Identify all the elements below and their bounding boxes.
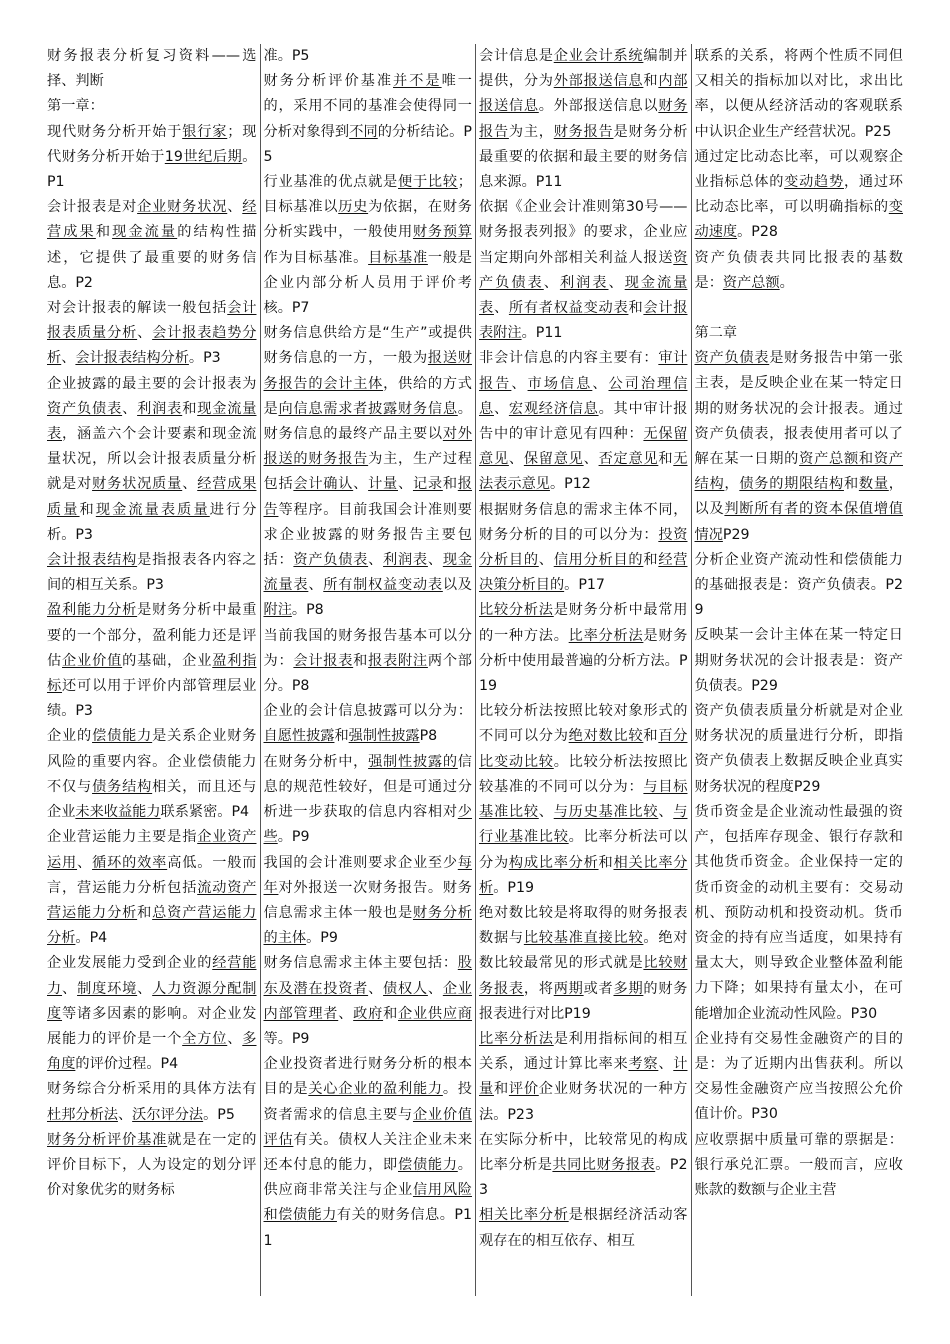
underlined-term: 比较分析法 xyxy=(479,602,554,619)
paragraph: 对会计报表的解读一般包括会计报表质量分析、会计报表趋势分析、会计报表结构分析。P3 xyxy=(47,300,257,367)
underlined-term: 宏观经济信息 xyxy=(508,400,599,417)
paragraph: 财务分析评价基准并不是唯一的，采用不同的基准会使得同一分析对象得到不同的分析结论。P5 xyxy=(263,73,472,165)
text-column-3 xyxy=(475,44,691,1296)
underlined-term: 债务结构 xyxy=(92,778,153,795)
underlined-term: 市场信息 xyxy=(527,375,593,392)
underlined-term: 多角度 xyxy=(47,1030,257,1073)
paragraph: 企业投资者进行财务分析的根本目的是关心企业的盈利能力。投资者需求的信息主要与企业价值评估有关。债权人关注企业未来还本付息的能力，即偿债能力。供应商非常关注与企业信用风险和偿债能力有关的财务信息。P11 xyxy=(263,1056,472,1249)
underlined-term: 记录 xyxy=(412,476,443,493)
paragraph: 企业的会计信息披露可以分为：自愿性披露和强制性披露P8 xyxy=(263,703,472,745)
underlined-term: 利润表 xyxy=(137,400,183,417)
underlined-term: 经营能力 xyxy=(47,955,257,997)
paragraph: 应收票据中质量可靠的票据是：银行承兑汇票。一般而言，应收账款的数额与企业主营 xyxy=(694,1131,903,1198)
underlined-term: 全方位 xyxy=(182,1030,228,1047)
underlined-term: 资产总额 xyxy=(722,274,780,291)
underlined-term: 不同 xyxy=(349,123,378,140)
underlined-term: 向信息需求者披露财务信息 xyxy=(278,400,458,417)
paragraph: 企业披露的最主要的会计报表为资产负债表、利润表和现金流量表，涵盖六个会计要素和现金流量状况，所以会计报表质量分析就是对财务状况质量、经营成果质量和现金流量表质量进行分析。P3 xyxy=(47,375,257,543)
underlined-term: 流动资产营运能力分析 xyxy=(47,879,257,921)
underlined-term: 绝对数比较 xyxy=(568,728,644,745)
underlined-term: 评价 xyxy=(508,1081,539,1098)
paragraph: 会计信息是企业会计系统编制并提供，分为外部报送信息和内部报送信息。外部报送信息以财务报告为主，财务报告是财务分析最重要的依据和最主要的财务信息来源。P11 xyxy=(479,48,688,191)
underlined-term: 数量 xyxy=(858,476,889,493)
underlined-term: 保留意见 xyxy=(523,451,584,468)
underlined-term: 企业价值评估 xyxy=(263,1106,472,1148)
underlined-term: 外部报送信息 xyxy=(553,73,644,90)
underlined-term: 资产负债表 xyxy=(293,552,369,569)
underlined-term: 企业资产运用 xyxy=(47,829,257,871)
paragraph: 会计报表是对企业财务状况、经营成果和现金流量的结构性描述，它提供了最重要的财务信息。P2 xyxy=(47,199,257,291)
underlined-term: 股东及潜在投资者 xyxy=(263,955,472,997)
paragraph: 企业营运能力主要是指企业资产运用、循环的效率高低。一般而言，营运能力分析包括流动资产营运能力分析和总资产营运能力分析。P4 xyxy=(47,829,257,947)
underlined-term: 无法表示意见 xyxy=(479,451,688,493)
underlined-term: 比率分析法 xyxy=(568,627,644,644)
underlined-term: 企业供应商 xyxy=(398,1005,472,1022)
underlined-term: 会计报表结构 xyxy=(47,552,138,569)
underlined-term: 人力资源分配制度 xyxy=(47,980,257,1022)
underlined-term: 目标基准 xyxy=(368,249,428,266)
paragraph: 在实际分析中，比较常见的构成比率分析是共同比财务报表。P23 xyxy=(479,1131,688,1199)
paragraph: 根据财务信息的需求主体不同，财务分析的目的可以分为：投资分析目的、信用分析目的和经营决策分析目的。P17 xyxy=(479,501,688,594)
underlined-term: 债务的期限结构 xyxy=(739,476,844,493)
paragraph: 反映某一会计主体在某一特定日期财务状况的会计报表是：资产负债表。P29 xyxy=(694,627,903,694)
underlined-term: 历史 xyxy=(338,199,369,216)
underlined-term: 沃尔评分法 xyxy=(132,1106,204,1123)
underlined-term: 与历史基准比较 xyxy=(553,804,659,821)
underlined-term: 未来收益能力 xyxy=(75,804,161,821)
underlined-term: 会计报表附注 xyxy=(479,300,688,342)
text-column-2 xyxy=(260,44,476,1296)
underlined-term: 经营成果 xyxy=(47,199,257,241)
underlined-term: 便于比较 xyxy=(398,174,458,191)
underlined-term: 利润表 xyxy=(383,552,428,569)
underlined-term: 对外报送的财务报告 xyxy=(263,426,472,468)
underlined-term: 财务报告 xyxy=(479,98,688,140)
underlined-term: 关心企业的盈利能力 xyxy=(308,1081,443,1098)
underlined-term: 债权人 xyxy=(383,980,428,997)
underlined-term: 会计确认 xyxy=(293,476,354,493)
underlined-term: 比率分析法 xyxy=(479,1030,554,1047)
underlined-term: 利润表 xyxy=(559,274,609,291)
paragraph: 准。P5 xyxy=(263,48,310,64)
paragraph xyxy=(695,296,904,321)
underlined-term: 两期 xyxy=(553,980,584,997)
underlined-term: 比较财务报表 xyxy=(479,955,688,997)
document-page xyxy=(44,44,906,1296)
underlined-term: 资产负债表 xyxy=(479,249,688,291)
underlined-term: 百分比变动比较 xyxy=(479,728,688,770)
underlined-term: 无保留意见 xyxy=(479,426,688,468)
paragraph: 财务信息供给方是“生产”或提供财务信息的一方，一般为报送财务报告的会计主体，供给的方式是向信息需求者披露财务信息。财务信息的最终产品主要以对外报送的财务报告为主，生产过程包括会计确认、计量、记录和报告等程序。目前我国会计准则要求企业披露的财务报告主要包括：资产负债表、利润表、现金流量表、所有制权益变动表以及附注。P8 xyxy=(263,325,472,619)
underlined-term: 并不是 xyxy=(393,73,442,90)
paragraph: 通过定比动态比率，可以观察企业指标总体的变动趋势，通过环比动态比率，可以明确指标的变动速度。P28 xyxy=(694,148,903,241)
text-column-1 xyxy=(44,44,260,1296)
underlined-term: 多期 xyxy=(613,980,644,997)
paragraph: 非会计信息的内容主要有：审计报告、市场信息、公司治理信息、宏观经济信息。其中审计报告中的审计意见有四种：无保留意见、保留意见、否定意见和无法表示意见。P12 xyxy=(479,350,688,493)
paragraph: 行业基准的优点就是便于比较；目标基准以历史为依据，在财务分析实践中，一般使用财务预算作为目标基准。目标基准一般是企业内部分析人员用于评价考核。P7 xyxy=(263,174,472,317)
underlined-term: 杜邦分析法 xyxy=(47,1106,118,1123)
underlined-term: 企业财务状况 xyxy=(137,199,228,216)
underlined-term: 报表附注 xyxy=(368,652,428,669)
underlined-term: 现金流量表 xyxy=(47,400,257,443)
underlined-term: 与行业基准比较 xyxy=(479,804,688,846)
paragraph: 资产负债表质量分析就是对企业财务状况的质量进行分析，即指资产负债表上数据反映企业真实财务状况的程度P29 xyxy=(694,703,903,795)
underlined-term: 偿债能力 xyxy=(92,728,153,745)
underlined-term: 企业内部管理者 xyxy=(263,980,472,1022)
paragraph: 财务报表分析复习资料——选择、判断 xyxy=(47,48,257,90)
underlined-term: 审计报告 xyxy=(479,350,688,392)
underlined-term: 现金流量表 xyxy=(263,552,472,594)
underlined-term: 少些 xyxy=(263,804,472,846)
paragraph: 现代财务分析开始于银行家；现代财务分析开始于19世纪后期。P1 xyxy=(47,123,257,191)
underlined-term: 资产总额和资产结构 xyxy=(694,451,903,493)
underlined-term: 报告 xyxy=(263,476,472,518)
underlined-term: 资产负债表 xyxy=(47,400,123,417)
underlined-term: 与目标基准比较 xyxy=(479,778,688,821)
underlined-term: 强制性披露 xyxy=(348,728,420,745)
underlined-term: 制度环境 xyxy=(77,980,138,997)
underlined-term: 相关比率分析 xyxy=(479,854,688,896)
underlined-term: 盈利能力分析 xyxy=(47,602,138,619)
underlined-term: 盈利指标 xyxy=(47,652,257,695)
underlined-term: 偿债能力 xyxy=(398,1156,458,1173)
underlined-term: 计量 xyxy=(479,1056,688,1098)
underlined-term: 19世纪后期 xyxy=(164,148,243,165)
underlined-term: 银行家 xyxy=(182,123,228,140)
underlined-term: 财务分析评价基准 xyxy=(47,1131,168,1148)
underlined-term: 会计报表趋势分析 xyxy=(47,325,257,367)
underlined-term: 所有制权益变动表 xyxy=(323,577,443,594)
underlined-term: 信用风险和偿债能力 xyxy=(263,1182,472,1224)
underlined-term: 相关比率分析 xyxy=(479,1207,569,1224)
paragraph: 当前我国的财务报告基本可以分为：会计报表和报表附注两个部分。P8 xyxy=(263,627,472,695)
paragraph: 会计报表结构是指报表各内容之间的相互关系。P3 xyxy=(47,552,257,594)
paragraph: 货币资金是企业流动性最强的资产，包括库存现金、银行存款和其他货币资金。企业保持一定的货币资金的动机主要有：交易动机、预防动机和投资动机。货币资金的持有应当适度，如果持有量太大，则导致企业整体盈利能力下降；如果持有量太小，在可能增加企业流动性风险。P30 xyxy=(694,803,903,1022)
underlined-term: 会计报表 xyxy=(293,652,354,669)
underlined-term: 变动速度 xyxy=(694,199,903,241)
underlined-term: 现金流量 xyxy=(112,224,178,241)
underlined-term: 财务报告 xyxy=(553,123,614,140)
underlined-term: 财务预算 xyxy=(412,224,472,241)
underlined-term: 总资产营运能力分析 xyxy=(47,904,257,947)
underlined-term: 现金流量表 xyxy=(479,274,688,317)
paragraph: 第二章 xyxy=(694,325,738,342)
paragraph: 在财务分析中，强制性披露的信息的规范性较好，但是可通过分析进一步获取的信息内容相对少些。P9 xyxy=(263,753,472,846)
paragraph: 比较分析法是财务分析中最常用的一种方法。比率分析法是财务分析中使用最普遍的分析方法。P19 xyxy=(479,602,688,695)
paragraph: 企业的偿债能力是关系企业财务风险的重要内容。企业偿债能力不仅与债务结构相关，而且还与企业未来收益能力联系紧密。P4 xyxy=(47,728,257,821)
paragraph: 企业发展能力受到企业的经营能力、制度环境、人力资源分配制度等诸多因素的影响。对企业发展能力的评价是一个全方位、多角度的评价过程。P4 xyxy=(47,955,257,1073)
paragraph: 资产负债表是财务报告中第一张主表，是反映企业在某一特定日期的财务状况的会计报表。通过资产负债表，报表使用者可以了解在某一日期的资产总额和资产结构，债务的期限结构和数量，以及判断所有者的资本保值增值情况P29 xyxy=(694,350,903,543)
underlined-term: 考察 xyxy=(628,1056,659,1073)
paragraph: 依据《企业会计准则第30号——财务报表列报》的要求，企业应当定期向外部相关利益人报送资产负债表、利润表、现金流量表、所有者权益变动表和会计报表附注。P11 xyxy=(479,199,688,342)
paragraph: 联系的关系，将两个性质不同但又相关的指标加以对比，求出比率，以便从经济活动的客观联系中认识企业生产经营状况。P25 xyxy=(694,48,903,140)
underlined-term: 投资分析目的 xyxy=(479,526,688,569)
underlined-term: 财务分析的主体 xyxy=(263,904,472,947)
paragraph: 资产负债表共同比报表的基数是：资产总额。 xyxy=(694,249,903,291)
underlined-term: 企业会计系统 xyxy=(553,48,644,64)
underlined-term: 计量 xyxy=(368,476,398,493)
underlined-term: 自愿性披露 xyxy=(263,728,335,745)
paragraph: 财务分析评价基准就是在一定的评价目标下，人为设定的划分评价对象优劣的财务标 xyxy=(47,1131,257,1199)
underlined-term: 企业价值 xyxy=(62,652,123,669)
underlined-term: 共同比财务报表 xyxy=(552,1156,656,1173)
underlined-term: 信用分析目的 xyxy=(553,552,644,569)
underlined-term: 变动趋势 xyxy=(784,174,844,191)
underlined-term: 每年 xyxy=(263,854,472,896)
underlined-term: 公司治理信息 xyxy=(479,375,688,417)
paragraph: 我国的会计准则要求企业至少每年对外报送一次财务报告。财务信息需求主体一般也是财务分析的主体。P9 xyxy=(263,854,472,947)
underlined-term: 现金流量表质量 xyxy=(95,501,210,518)
paragraph: 比率分析法是利用指标间的相互关系，通过计算比率来考察、计量和评价企业财务状况的一种方法。P23 xyxy=(479,1030,688,1123)
paragraph: 财务信息需求主体主要包括：股东及潜在投资者、债权人、企业内部管理者、政府和企业供应商等。P9 xyxy=(263,955,472,1047)
underlined-term: 会计报表质量分析 xyxy=(47,300,257,342)
underlined-term: 经营成果质量 xyxy=(47,476,257,518)
underlined-term: 比较基准直接比较 xyxy=(523,930,644,947)
underlined-term: 循环的效率 xyxy=(92,854,168,871)
paragraph: 第一章： xyxy=(47,98,104,115)
underlined-term: 报送财务报告的会计主体 xyxy=(263,350,472,392)
underlined-term: 政府 xyxy=(353,1005,384,1022)
paragraph: 绝对数比较是将取得的财务报表数据与比较基准直接比较。绝对数比较最常见的形式就是比较财务报表，将两期或者多期的财务报表进行对比P19 xyxy=(479,904,688,1022)
paragraph: 比较分析法按照比较对象形式的不同可以分为绝对数比较和百分比变动比较。比较分析法按照比较基准的不同可以分为：与目标基准比较、与历史基准比较、与行业基准比较。比率分析法可以分为构成比率分析和相关比率分析。P19 xyxy=(479,703,688,896)
underlined-term: 否定意见 xyxy=(598,451,659,468)
underlined-term: 附注 xyxy=(263,602,292,619)
paragraph: 分析企业资产流动性和偿债能力的基础报表是：资产负债表。P29 xyxy=(694,551,903,619)
paragraph: 盈利能力分析是财务分析中最重要的一个部分，盈利能力还是评估企业价值的基础，企业盈利指标还可以用于评价内部管理层业绩。P3 xyxy=(47,602,257,720)
underlined-term: 构成比率分析 xyxy=(508,854,599,871)
paragraph: 相关比率分析是根据经济活动客观存在的相互依存、相互 xyxy=(479,1207,688,1249)
text-column-4 xyxy=(691,44,907,1296)
underlined-term: 资产负债表 xyxy=(694,350,770,367)
underlined-term: 强制性披露的 xyxy=(368,753,458,770)
underlined-term: 财务状况质量 xyxy=(92,476,183,493)
underlined-term: 经营决策分析目的 xyxy=(479,552,688,594)
underlined-term: 内部报送信息 xyxy=(479,73,688,115)
underlined-term: 判断所有者的资本保值增值情况 xyxy=(694,501,903,543)
paragraph: 企业持有交易性金融资产的目的是：为了近期内出售获利。所以交易性金融资产应当按照公允价值计价。P30 xyxy=(694,1030,903,1123)
underlined-term: 会计报表结构分析 xyxy=(75,350,189,367)
underlined-term: 所有者权益变动表 xyxy=(508,300,629,317)
paragraph: 财务综合分析采用的具体方法有杜邦分析法、沃尔评分法。P5 xyxy=(47,1081,257,1123)
